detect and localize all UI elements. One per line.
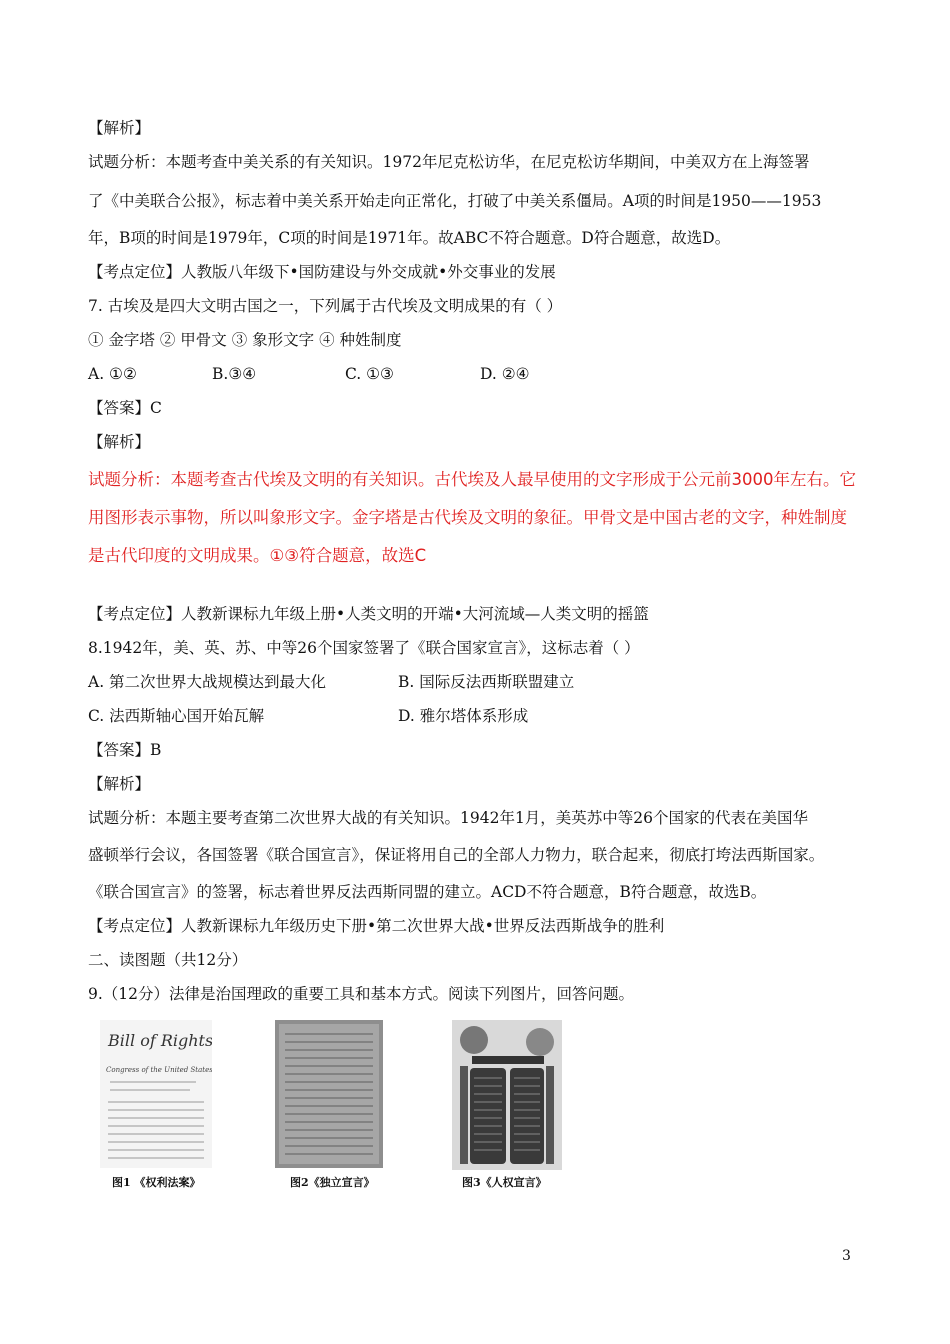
analysis-text-7-line3: 是古代印度的文明成果。①③符合题意，故选C [88,546,427,565]
figure-declaration-of-independence [275,1020,383,1168]
kaodian-8: 【考点定位】人教新课标九年级历史下册•第二次世界大战•世界反法西斯战争的胜利 [88,917,665,935]
analysis-text-7-line2: 用图形表示事物，所以叫象形文字。金字塔是古代埃及文明的象征。甲骨文是中国古老的文字，种姓制度 [88,508,847,527]
analysis-heading-6: 【解析】 [88,119,151,137]
q8-option-d: D. 雅尔塔体系形成 [398,707,529,725]
q8-option-b: B. 国际反法西斯联盟建立 [398,673,575,691]
declaration-image [275,1020,383,1168]
kaodian-7: 【考点定位】人教新课标九年级上册•人类文明的开端•大河流域—人类文明的摇篮 [88,605,649,623]
analysis-text-6-line2: 了《中美联合公报》，标志着中美关系开始走向正常化，打破了中美关系僵局。A项的时间是1950——1953 [88,192,822,210]
question-7: 7. 古埃及是四大文明古国之一，下列属于古代埃及文明成果的有（ ） [88,297,563,315]
analysis-text-8-line1: 试题分析：本题主要考查第二次世界大战的有关知识。1942年1月，美英苏中等26个国家的代表在美国华 [88,809,809,827]
answer-7: 【答案】C [88,399,162,417]
question-8: 8.1942年，美、英、苏、中等26个国家签署了《联合国家宣言》，这标志着（ ） [88,639,640,657]
figure-rights-of-man [452,1020,562,1170]
page-number: 3 [842,1248,851,1264]
figure-2-caption: 图2《独立宣言》 [290,1176,375,1189]
q8-option-c: C. 法西斯轴心国开始瓦解 [88,707,265,725]
rights-of-man-image [452,1020,562,1170]
bill-of-rights-image [100,1020,212,1168]
figure-bill-of-rights [100,1020,212,1168]
question-7-items: ① 金字塔 ② 甲骨文 ③ 象形文字 ④ 种姓制度 [88,331,402,349]
fig1-title-text: Bill of Rights [108,1031,212,1050]
analysis-text-8-line2: 盛顿举行会议，各国签署《联合国宣言》，保证将用自己的全部人力物力，联合起来，彻底打垮法西斯国家。 [88,846,825,864]
analysis-text-7-line1: 试题分析：本题考查古代埃及文明的有关知识。古代埃及人最早使用的文字形成于公元前3000年左右。它 [88,470,856,489]
kaodian-6: 【考点定位】人教版八年级下•国防建设与外交成就•外交事业的发展 [88,263,556,281]
analysis-text-6-line1: 试题分析：本题考查中美关系的有关知识。1972年尼克松访华，在尼克松访华期间，中美双方在上海签署 [88,153,810,171]
fig1-subtitle-text: Congress of the United States [106,1066,212,1074]
figure-3-caption: 图3《人权宣言》 [462,1176,547,1189]
section-heading-2: 二、读图题（共12分） [88,951,248,969]
analysis-heading-8: 【解析】 [88,775,151,793]
question-9: 9.（12分）法律是治国理政的重要工具和基本方式。阅读下列图片，回答问题。 [88,985,635,1003]
figure-1-caption: 图1 《权利法案》 [112,1176,201,1189]
q7-option-c: C. ①③ [345,365,394,383]
q8-option-a: A. 第二次世界大战规模达到最大化 [88,673,327,691]
analysis-text-6-line3: 年，B项的时间是1979年，C项的时间是1971年。故ABC不符合题意。D符合题意，故选D。 [88,229,731,247]
q7-option-d: D. ②④ [480,365,530,383]
q7-option-a: A. ①② [88,365,137,383]
analysis-text-8-line3: 《联合国宣言》的签署，标志着世界反法西斯同盟的建立。ACD不符合题意，B符合题意，故选B。 [88,883,767,901]
answer-8: 【答案】B [88,741,162,759]
q7-option-b: B.③④ [212,365,257,383]
analysis-heading-7: 【解析】 [88,433,151,451]
